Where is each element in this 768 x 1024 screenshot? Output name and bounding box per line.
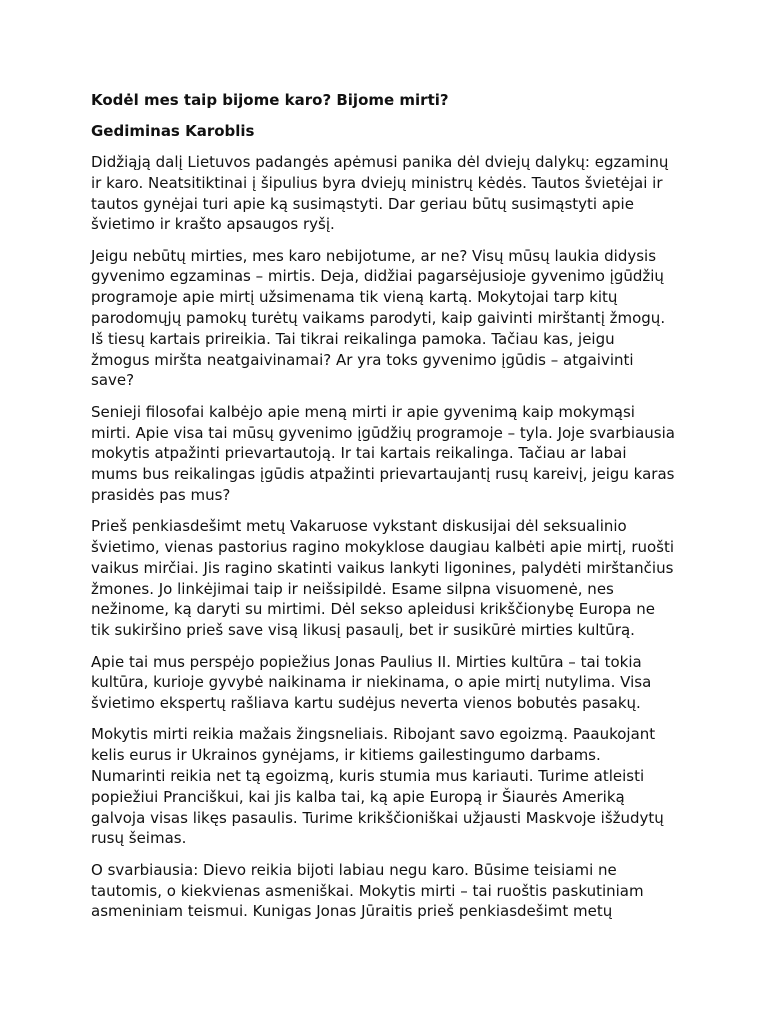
- text-line: gyvenimo egzaminas – mirtis. Deja, didžiai pagarsėjusioje gyvenimo įgūdžių: [91, 267, 664, 286]
- text-line: tautomis, o kiekvienas asmeniškai. Mokytis mirti – tai ruoštis paskutiniam: [91, 881, 644, 900]
- text-line: mums bus reikalingas įgūdis atpažinti prievartaujantį rusų kareivį, jeigu karas: [91, 465, 675, 484]
- text-line: švietimo, vienas pastorius ragino mokyklose daugiau kalbėti apie mirtį, ruošti: [91, 538, 675, 557]
- text-line: mirti. Apie visa tai mūsų gyvenimo įgūdžių programoje – tyla. Joje svarbiausia: [91, 423, 675, 442]
- author-name: Gediminas Karoblis: [91, 122, 255, 140]
- text-line: vaikus mirčiai. Jis ragino skatinti vaikus lankyti ligonines, palydėti mirštančius: [91, 558, 674, 577]
- text-line: kultūra, kurioje gyvybė naikinama ir niekinama, o apie mirtį nutylima. Visa: [91, 673, 652, 692]
- text-line: rusų šeimas.: [91, 829, 187, 848]
- text-line: asmeniniam teismui. Kunigas Jonas Jūraitis prieš penkiasdešimt metų: [91, 902, 613, 921]
- paragraph-4: [91, 516, 691, 641]
- paragraph-6: [91, 724, 691, 849]
- text-line: Mokytis mirti reikia mažais žingsneliais. Ribojant savo egoizmą. Paaukojant: [91, 725, 656, 744]
- text-line: kelis eurus ir Ukrainos gynėjams, ir kitiems gailestingumo darbams.: [91, 746, 601, 765]
- text-line: popiežiui Pranciškui, kai jis kalba tai, ką apie Europą ir Šiaurės Ameriką: [91, 787, 625, 806]
- text-line: švietimo ir krašto apsaugos ryšį.: [91, 215, 335, 234]
- text-line: Iš tiesų kartais prireikia. Tai tikrai reikalinga pamoka. Tačiau kas, jeigu: [91, 329, 615, 348]
- document-page: [91, 90, 691, 933]
- text-line: nežinome, ką daryti su mirtimi. Dėl sekso apleidusi krikščionybę Europa ne: [91, 600, 655, 619]
- text-line: švietimo ekspertų rašliava kartu sudėjus neverta vienos bobutės pasakų.: [91, 694, 641, 713]
- text-line: ir karo. Neatsitiktinai į šipulius byra dviejų ministrų kėdės. Tautos švietėjai ir: [91, 173, 663, 192]
- text-line: Didžiąją dalį Lietuvos padangės apėmusi panika dėl dviejų dalykų: egzaminų: [91, 153, 669, 171]
- text-line: prasidės pas mus?: [91, 485, 231, 504]
- paragraph-7: [91, 860, 691, 922]
- text-line: Apie tai mus perspėjo popiežius Jonas Paulius II. Mirties kultūra – tai tokia: [91, 652, 642, 671]
- text-line: žmones. Jo linkėjimai taip ir neišsipildė. Esame silpna visuomenė, nes: [91, 579, 614, 598]
- document-title: Kodėl mes taip bijome karo? Bijome mirti?: [91, 91, 449, 109]
- text-line: Numarinti reikia net tą egoizmą, kuris stumia mus kariauti. Turime atleisti: [91, 767, 645, 786]
- paragraph-5: [91, 652, 691, 714]
- text-line: Senieji filosofai kalbėjo apie meną mirti ir apie gyvenimą kaip mokymąsi: [91, 402, 635, 421]
- paragraph-1: [91, 152, 691, 235]
- text-line: save?: [91, 371, 135, 390]
- text-line: tik sukiršino prieš save visą likusį pasaulį, bet ir susikūrė mirties kultūrą.: [91, 621, 635, 640]
- text-line: programoje apie mirtį užsimenama tik vieną kartą. Mokytojai tarp kitų: [91, 288, 618, 307]
- text-line: galvoja visas likęs pasaulis. Turime krikščioniškai užjausti Maskvoje išžudytų: [91, 808, 664, 827]
- text-line: žmogus miršta neatgaivinamai? Ar yra toks gyvenimo įgūdis – atgaivinti: [91, 350, 634, 369]
- paragraph-3: [91, 402, 691, 506]
- text-line: O svarbiausia: Dievo reikia bijoti labiau negu karo. Būsime teisiami ne: [91, 860, 617, 879]
- text-line: Prieš penkiasdešimt metų Vakaruose vykstant diskusijai dėl seksualinio: [91, 517, 627, 536]
- paragraph-2: [91, 246, 691, 392]
- text-line: mokytis atpažinti prievartautoją. Ir tai kartais reikalinga. Tačiau ar labai: [91, 444, 627, 463]
- text-line: Jeigu nebūtų mirties, mes karo nebijotume, ar ne? Visų mūsų laukia didysis: [91, 246, 657, 265]
- text-line: parodomųjų pamokų turėtų vaikams parodyti, kaip gaivinti mirštantį žmogų.: [91, 309, 666, 328]
- text-line: tautos gynėjai turi apie ką susimąstyti. Dar geriau būtų susimąstyti apie: [91, 194, 634, 213]
